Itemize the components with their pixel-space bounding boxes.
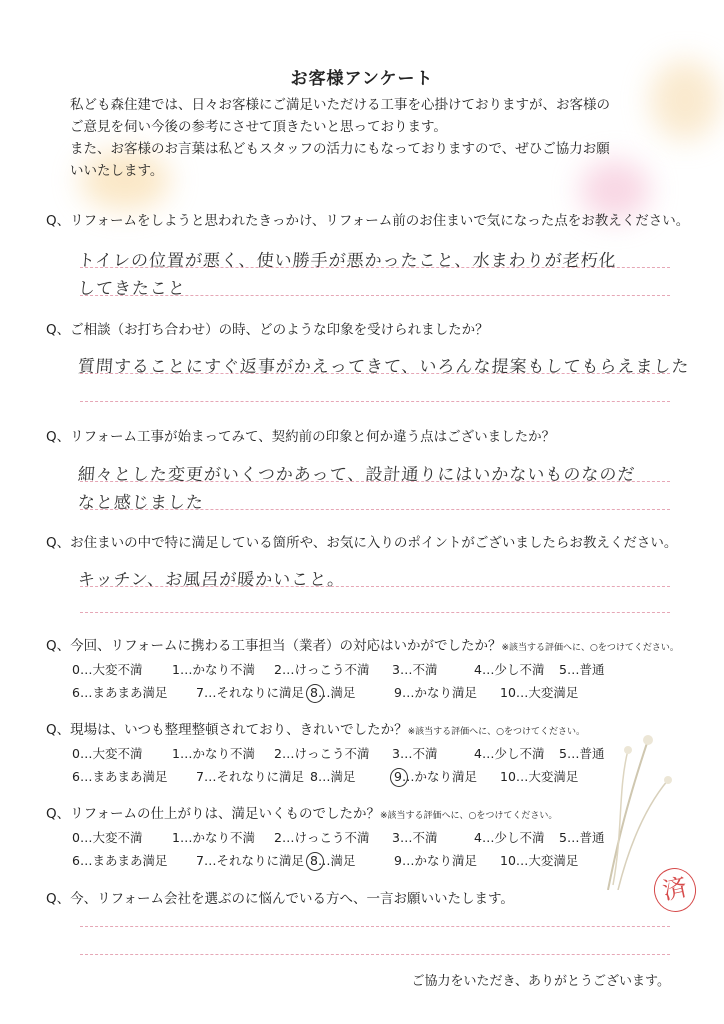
rating-note: ※該当する評価へに、○をつけてください。 bbox=[407, 727, 586, 737]
rating-option-label: …かなり満足 bbox=[401, 769, 477, 784]
rating-option-number: 5 bbox=[559, 830, 567, 845]
answer-rule bbox=[80, 373, 670, 374]
rating-option-0[interactable] bbox=[72, 660, 142, 678]
intro-text bbox=[70, 94, 670, 182]
rating-option-2[interactable] bbox=[274, 660, 369, 678]
rating-option-10[interactable] bbox=[500, 767, 578, 785]
rating-option-number: 4 bbox=[474, 830, 482, 845]
answer-rule bbox=[80, 267, 670, 268]
rating-option-9[interactable] bbox=[394, 851, 477, 869]
intro-line: いいたします。 bbox=[70, 163, 164, 179]
rating-option-label: …少し不満 bbox=[481, 830, 545, 845]
rating-option-7[interactable] bbox=[196, 851, 304, 869]
rating-option-number: 7 bbox=[196, 769, 204, 784]
stamp-text: 済 bbox=[660, 872, 690, 906]
rating-option-0[interactable] bbox=[72, 744, 142, 762]
rating-option-label: …かなり満足 bbox=[401, 853, 477, 868]
rating-option-label: …大変不満 bbox=[79, 662, 143, 677]
intro-line: 私ども森住建では、日々お客様にご満足いただける工事を心掛けておりますが、お客様の bbox=[70, 97, 610, 113]
rating-option-label: …大変満足 bbox=[515, 853, 579, 868]
rating-option-number: 9 bbox=[394, 685, 402, 700]
answer-rule bbox=[80, 509, 670, 510]
answer-rule bbox=[80, 481, 670, 482]
rating-option-4[interactable] bbox=[474, 660, 544, 678]
answer-line: キッチン、お風呂が暖かいこと。 bbox=[77, 570, 346, 590]
rating-option-label: …それなりに満足 bbox=[203, 685, 304, 700]
rating-option-10[interactable] bbox=[500, 851, 578, 869]
rating-question bbox=[46, 634, 679, 654]
answer-rule bbox=[80, 586, 670, 587]
rating-option-10[interactable] bbox=[500, 683, 578, 701]
answer-line: トイレの位置が悪く、使い勝手が悪かったこと、水まわりが老朽化 bbox=[77, 251, 618, 271]
answer-rule bbox=[80, 926, 670, 927]
rating-option-label: …満足 bbox=[317, 853, 356, 868]
rating-option-label: …不満 bbox=[399, 662, 438, 677]
answer-line: なと感じました bbox=[77, 493, 205, 513]
rating-option-2[interactable] bbox=[274, 744, 369, 762]
rating-option-number: 3 bbox=[392, 746, 400, 761]
footer-thanks: ご協力をいただき、ありがとうございます。 bbox=[411, 974, 670, 989]
rating-option-3[interactable] bbox=[392, 744, 437, 762]
rating-option-number: 4 bbox=[474, 662, 482, 677]
rating-option-4[interactable] bbox=[474, 744, 544, 762]
rating-option-label: …それなりに満足 bbox=[203, 853, 304, 868]
rating-option-6[interactable] bbox=[72, 767, 167, 785]
rating-option-number: 0 bbox=[72, 662, 80, 677]
rating-option-label: …まあまあ満足 bbox=[79, 853, 168, 868]
rating-option-label: …普通 bbox=[566, 830, 605, 845]
rating-option-number: 1 bbox=[172, 746, 180, 761]
rating-option-number: 6 bbox=[72, 769, 80, 784]
rating-option-label: …けっこう不満 bbox=[281, 662, 370, 677]
dried-flower-illustration bbox=[588, 720, 678, 890]
rating-option-label: …かなり満足 bbox=[401, 685, 477, 700]
rating-question bbox=[46, 718, 585, 738]
rating-option-label: …不満 bbox=[399, 746, 438, 761]
rating-option-0[interactable] bbox=[72, 828, 142, 846]
rating-option-label: …大変満足 bbox=[515, 769, 579, 784]
rating-option-8[interactable] bbox=[310, 767, 355, 785]
rating-option-label: …少し不満 bbox=[481, 662, 545, 677]
rating-option-7[interactable] bbox=[196, 767, 304, 785]
rating-option-number: 8 bbox=[310, 853, 318, 868]
page-title: お客様アンケート bbox=[290, 69, 434, 89]
rating-option-number: 8 bbox=[310, 769, 318, 784]
rating-option-label: …かなり不満 bbox=[179, 662, 255, 677]
rating-option-number: 2 bbox=[274, 746, 282, 761]
rating-question bbox=[46, 802, 557, 822]
rating-option-label: …かなり不満 bbox=[179, 746, 255, 761]
rating-option-number: 6 bbox=[72, 685, 80, 700]
rating-option-label: …普通 bbox=[566, 662, 605, 677]
rating-option-number: 3 bbox=[392, 830, 400, 845]
rating-option-number: 9 bbox=[394, 853, 402, 868]
rating-option-number: 9 bbox=[394, 769, 402, 784]
rating-option-7[interactable] bbox=[196, 683, 304, 701]
rating-option-number: 10 bbox=[500, 853, 516, 868]
rating-option-3[interactable] bbox=[392, 828, 437, 846]
rating-note: ※該当する評価へに、○をつけてください。 bbox=[501, 643, 679, 653]
selected-circle-mark bbox=[306, 684, 324, 703]
rating-option-number: 7 bbox=[196, 853, 204, 868]
rating-question-text: Q、今回、リフォームに携わる工事担当（業者）の対応はいかがでしたか？ bbox=[46, 638, 502, 654]
rating-option-label: …満足 bbox=[317, 685, 356, 700]
rating-option-6[interactable] bbox=[72, 851, 167, 869]
rating-option-8[interactable] bbox=[310, 683, 355, 701]
answer-line: 質問することにすぐ返事がかえってきて、いろんな提案もしてもらえました bbox=[77, 357, 691, 377]
selected-circle-mark bbox=[390, 768, 408, 787]
rating-option-label: …けっこう不満 bbox=[281, 746, 370, 761]
rating-option-number: 10 bbox=[500, 685, 516, 700]
rating-option-9[interactable] bbox=[394, 683, 477, 701]
rating-option-4[interactable] bbox=[474, 828, 544, 846]
rating-option-6[interactable] bbox=[72, 683, 167, 701]
answer-line: してきたこと bbox=[77, 279, 187, 299]
rating-question-text: Q、リフォームの仕上がりは、満足いくものでしたか？ bbox=[46, 806, 380, 822]
answer-rule bbox=[80, 401, 670, 402]
answer-line: 細々とした変更がいくつかあって、設計通りにはいかないものなのだ bbox=[77, 465, 637, 485]
rating-option-1[interactable] bbox=[172, 660, 255, 678]
rating-option-label: …大変不満 bbox=[79, 746, 143, 761]
question-motivation: Q、リフォームをしようと思われたきっかけ、リフォーム前のお住まいで気になった点をお教えください。 bbox=[46, 213, 690, 229]
rating-option-5[interactable] bbox=[559, 660, 604, 678]
rating-option-label: …まあまあ満足 bbox=[79, 685, 168, 700]
rating-option-label: …けっこう不満 bbox=[281, 830, 370, 845]
rating-option-number: 2 bbox=[274, 830, 282, 845]
question-favorite: Q、お住まいの中で特に満足している箇所や、お気に入りのポイントがございましたらお教えください。 bbox=[46, 535, 678, 551]
rating-option-3[interactable] bbox=[392, 660, 437, 678]
question-advice: Q、今、リフォーム会社を選ぶのに悩んでいる方へ、一言お願いいたします。 bbox=[46, 891, 514, 907]
question-consultation: Q、ご相談（お打ち合わせ）の時、どのような印象を受けられましたか？ bbox=[46, 322, 489, 338]
rating-option-number: 1 bbox=[172, 830, 180, 845]
rating-option-number: 10 bbox=[500, 769, 516, 784]
answer-rule bbox=[80, 954, 670, 955]
rating-option-label: …少し不満 bbox=[481, 746, 545, 761]
rating-option-1[interactable] bbox=[172, 744, 255, 762]
rating-option-number: 7 bbox=[196, 685, 204, 700]
rating-note: ※該当する評価へに、○をつけてください。 bbox=[379, 811, 558, 821]
answer-rule bbox=[80, 612, 670, 613]
rating-option-label: …普通 bbox=[566, 746, 605, 761]
rating-option-2[interactable] bbox=[274, 828, 369, 846]
rating-option-number: 1 bbox=[172, 662, 180, 677]
rating-option-number: 5 bbox=[559, 662, 567, 677]
rating-option-1[interactable] bbox=[172, 828, 255, 846]
rating-option-number: 0 bbox=[72, 746, 80, 761]
rating-option-number: 8 bbox=[310, 685, 318, 700]
rating-option-number: 0 bbox=[72, 830, 80, 845]
rating-option-number: 6 bbox=[72, 853, 80, 868]
rating-option-label: …それなりに満足 bbox=[203, 769, 304, 784]
rating-option-8[interactable] bbox=[310, 851, 355, 869]
rating-option-9[interactable] bbox=[394, 767, 477, 785]
rating-option-label: …まあまあ満足 bbox=[79, 769, 168, 784]
rating-option-number: 3 bbox=[392, 662, 400, 677]
rating-option-label: …不満 bbox=[399, 830, 438, 845]
rating-question-text: Q、現場は、いつも整理整頓されており、きれいでしたか？ bbox=[46, 722, 408, 738]
rating-option-label: …大変満足 bbox=[515, 685, 579, 700]
intro-line: ご意見を伺い今後の参考にさせて頂きたいと思っております。 bbox=[70, 119, 447, 135]
intro-line: また、お客様のお言葉は私どもスタッフの活力にもなっておりますので、ぜひご協力お願 bbox=[70, 141, 610, 157]
rating-option-label: …満足 bbox=[317, 769, 356, 784]
rating-option-label: …大変不満 bbox=[79, 830, 143, 845]
rating-option-number: 2 bbox=[274, 662, 282, 677]
rating-option-number: 5 bbox=[559, 746, 567, 761]
answer-rule bbox=[80, 295, 670, 296]
selected-circle-mark bbox=[306, 852, 324, 871]
rating-option-label: …かなり不満 bbox=[179, 830, 255, 845]
question-difference: Q、リフォーム工事が始まってみて、契約前の印象と何か違う点はございましたか？ bbox=[46, 429, 556, 445]
rating-option-number: 4 bbox=[474, 746, 482, 761]
